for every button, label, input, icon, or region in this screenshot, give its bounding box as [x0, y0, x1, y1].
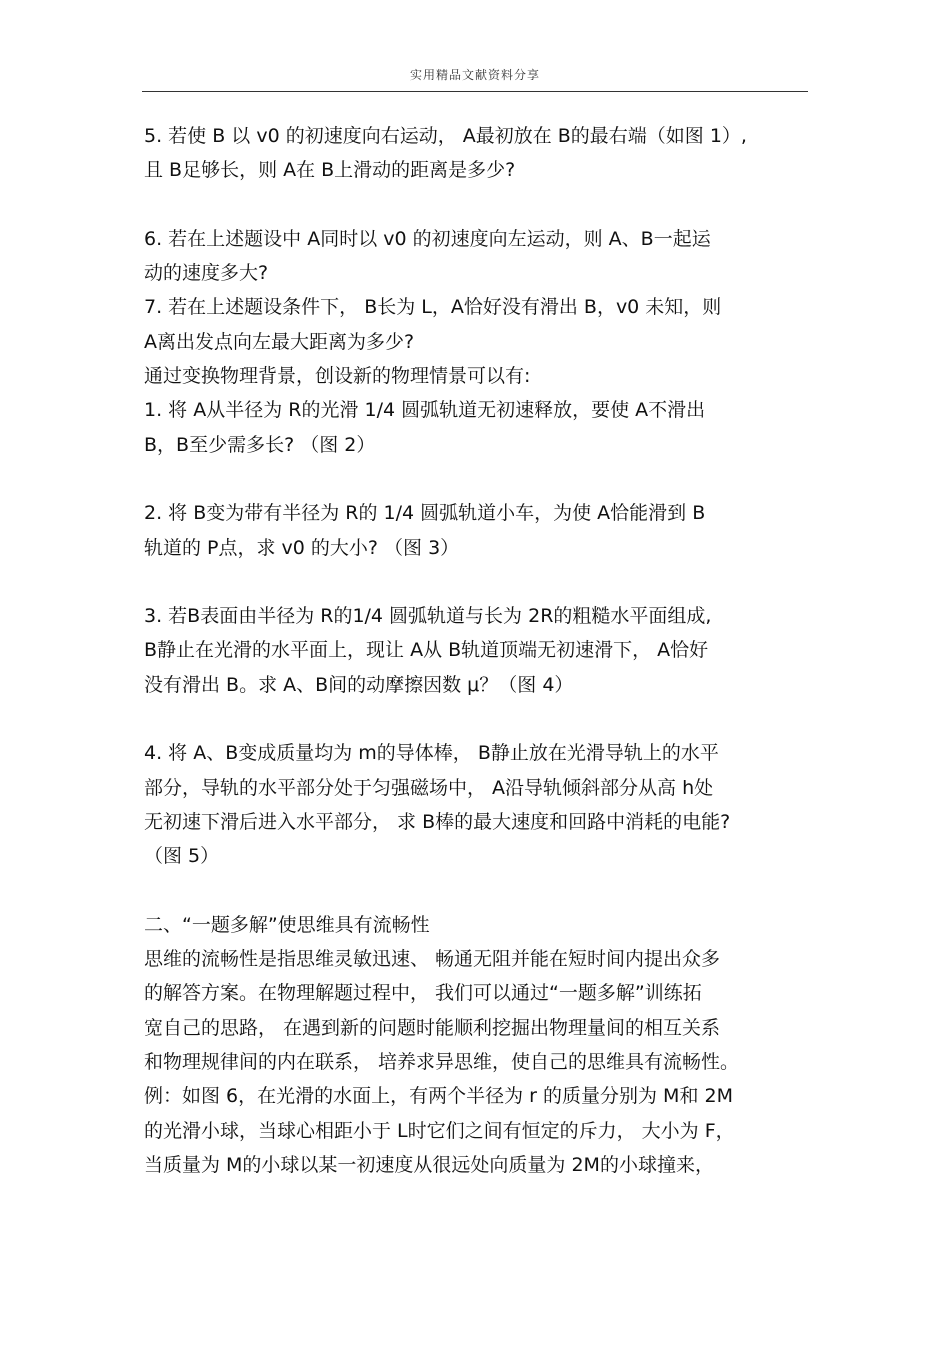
text-line: B静止在光滑的水平面上，现让 A从 B轨道顶端无初速滑下， A恰好	[144, 639, 709, 662]
paragraph-q7	[144, 290, 824, 359]
paragraph-fluency	[144, 942, 824, 1079]
text-line: 动的速度多大?	[144, 262, 269, 285]
paragraph-gap	[144, 874, 824, 908]
text-line: B，B至少需多长? （图 2）	[144, 433, 376, 456]
text-line: 二、“一题多解”使思维具有流畅性	[144, 913, 430, 936]
text-line: 宽自己的思路， 在遇到新的问题时能顺利挖掘出物理量间的相互关系	[144, 1016, 721, 1039]
paragraph-example	[144, 1079, 824, 1182]
text-line: 4. 将 A、B变成质量均为 m的导体棒， B静止放在光滑导轨上的水平	[144, 742, 719, 765]
paragraph-gap	[144, 702, 824, 736]
paragraph-q6	[144, 222, 824, 291]
text-line: 没有滑出 B。求 A、B间的动摩擦因数 μ？（图 4）	[144, 673, 574, 696]
text-line: A离出发点向左最大距离为多少?	[144, 330, 415, 353]
text-line: 3. 若B表面由半径为 R的1/4 圆弧轨道与长为 2R的粗糙水平面组成,	[144, 605, 712, 628]
paragraph-variant-3	[144, 599, 824, 702]
document-body	[144, 119, 824, 1182]
paragraph-gap	[144, 565, 824, 599]
text-line: 和物理规律间的内在联系， 培养求异思维，使自己的思维具有流畅性。	[144, 1051, 740, 1074]
text-line: 思维的流畅性是指思维灵敏迅速、 畅通无阻并能在短时间内提出众多	[144, 948, 721, 971]
text-line: 且 B足够长，则 A在 B上滑动的距离是多少?	[144, 159, 516, 182]
paragraph-gap	[144, 462, 824, 496]
paragraph-variant-1	[144, 393, 824, 462]
paragraph-intro-variants	[144, 359, 824, 393]
header-divider	[142, 91, 808, 92]
paragraph-variant-2	[144, 496, 824, 565]
text-line: （图 5）	[144, 845, 220, 868]
text-line: 6. 若在上述题设中 A同时以 v0 的初速度向左运动，则 A、B一起运	[144, 227, 711, 250]
text-line: 2. 将 B变为带有半径为 R的 1/4 圆弧轨道小车，为使 A恰能滑到 B	[144, 502, 706, 525]
text-line: 当质量为 M的小球以某一初速度从很远处向质量为 2M的小球撞来，	[144, 1153, 714, 1176]
text-line: 通过变换物理背景，创设新的物理情景可以有:	[144, 365, 531, 388]
paragraph-q5	[144, 119, 824, 188]
text-line: 例：如图 6，在光滑的水面上，有两个半径为 r 的质量分别为 M和 2M	[144, 1085, 733, 1108]
text-line: 无初速下滑后进入水平部分， 求 B棒的最大速度和回路中消耗的电能?	[144, 810, 731, 833]
text-line: 5. 若使 B 以 v0 的初速度向右运动， A最初放在 B的最右端（如图 1）,	[144, 125, 747, 147]
page-header: 实用精品文献资料分享	[409, 68, 540, 82]
paragraph-variant-4	[144, 736, 824, 873]
text-line: 部分，导轨的水平部分处于匀强磁场中， A沿导轨倾斜部分从高 h处	[144, 776, 714, 799]
text-line: 的光滑小球，当球心相距小于 L时它们之间有恒定的斥力， 大小为 F，	[144, 1119, 735, 1142]
section-heading	[144, 908, 824, 942]
paragraph-gap	[144, 188, 824, 222]
text-line: 1. 将 A从半径为 R的光滑 1/4 圆弧轨道无初速释放，要使 A不滑出	[144, 399, 706, 422]
text-line: 的解答方案。在物理解题过程中， 我们可以通过“一题多解”训练拓	[144, 982, 702, 1005]
text-line: 轨道的 P点，求 v0 的大小? （图 3）	[144, 536, 460, 559]
text-line: 7. 若在上述题设条件下， B长为 L，A恰好没有滑出 B，v0 未知，则	[144, 296, 722, 319]
